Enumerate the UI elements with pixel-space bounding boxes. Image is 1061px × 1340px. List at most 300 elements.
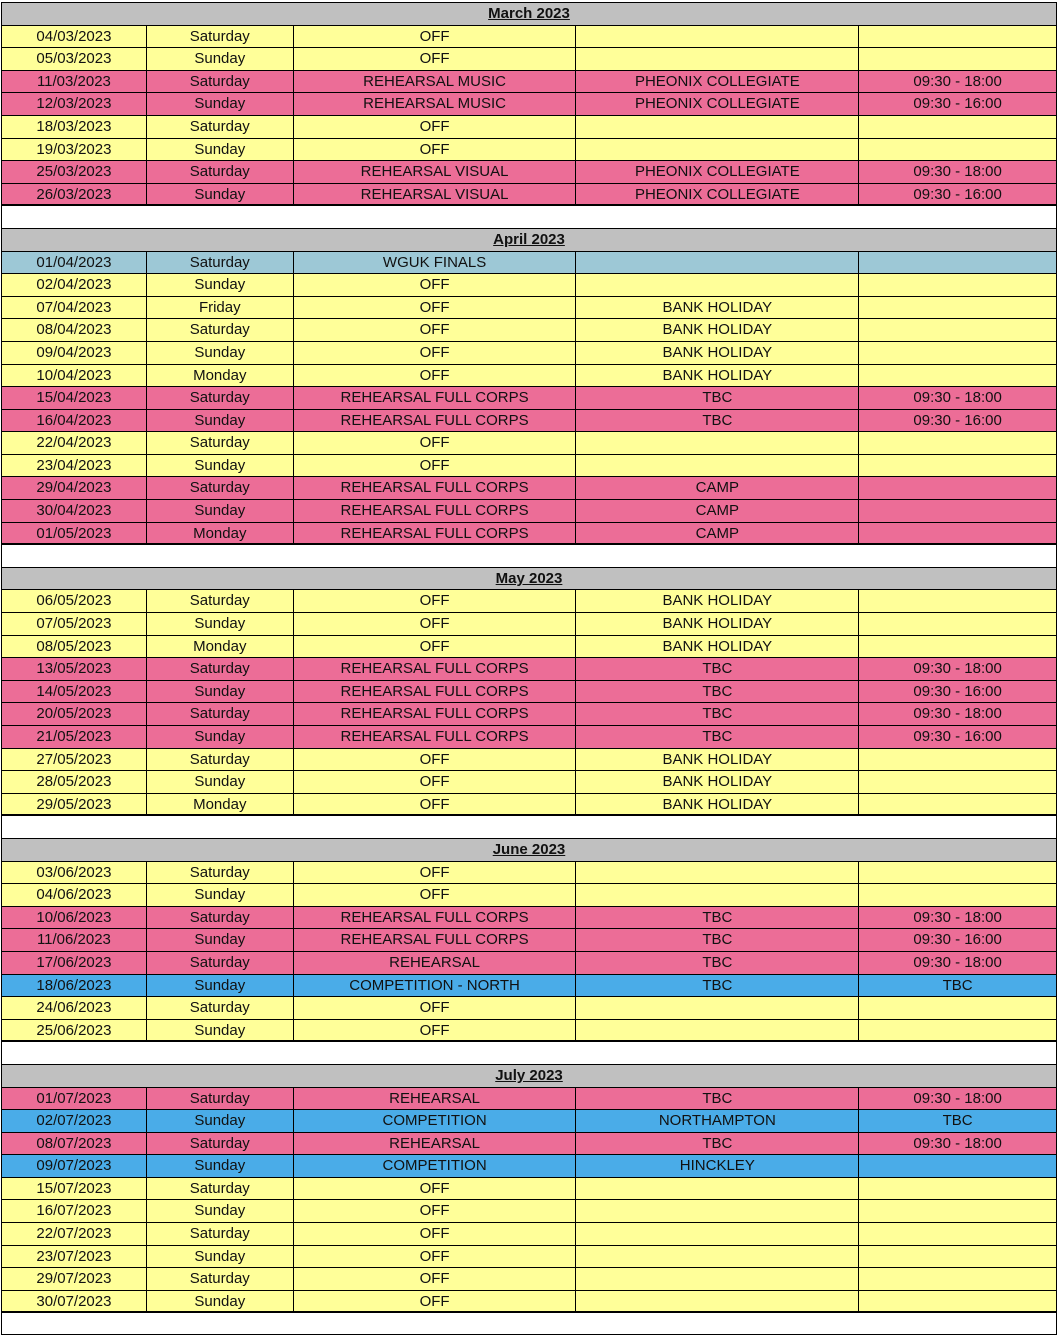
month-rows xyxy=(1,1087,1057,1313)
day-cell: Sunday xyxy=(147,1200,294,1222)
location-cell xyxy=(576,1268,859,1290)
schedule-row xyxy=(1,906,1057,929)
date-cell: 17/06/2023 xyxy=(2,952,147,974)
location-cell: TBC xyxy=(576,703,859,725)
location-cell xyxy=(576,1020,859,1041)
event-cell: REHEARSAL FULL CORPS xyxy=(294,477,577,499)
time-cell: 09:30 - 16:00 xyxy=(859,726,1057,748)
location-cell: BANK HOLIDAY xyxy=(576,365,859,387)
month-header xyxy=(1,2,1057,25)
day-cell: Saturday xyxy=(147,26,294,48)
event-cell: REHEARSAL FULL CORPS xyxy=(294,523,577,544)
month-section xyxy=(1,838,1057,1064)
location-cell: HINCKLEY xyxy=(576,1155,859,1177)
event-cell: REHEARSAL FULL CORPS xyxy=(294,387,577,409)
event-cell: OFF xyxy=(294,862,577,884)
month-section xyxy=(1,228,1057,567)
schedule-table xyxy=(1,2,1057,1335)
schedule-row xyxy=(1,1267,1057,1290)
time-cell xyxy=(859,1246,1057,1268)
schedule-row xyxy=(1,951,1057,974)
schedule-row xyxy=(1,92,1057,115)
event-cell: OFF xyxy=(294,26,577,48)
month-title: June 2023 xyxy=(492,840,566,858)
date-cell: 16/04/2023 xyxy=(2,410,147,432)
schedule-row xyxy=(1,1222,1057,1245)
month-rows xyxy=(1,251,1057,545)
date-cell: 23/04/2023 xyxy=(2,455,147,477)
date-cell: 18/03/2023 xyxy=(2,116,147,138)
schedule-row xyxy=(1,1019,1057,1042)
schedule-row xyxy=(1,273,1057,296)
day-cell: Sunday xyxy=(147,1110,294,1132)
location-cell: BANK HOLIDAY xyxy=(576,749,859,771)
month-rows xyxy=(1,589,1057,815)
day-cell: Sunday xyxy=(147,929,294,951)
time-cell xyxy=(859,749,1057,771)
time-cell: 09:30 - 18:00 xyxy=(859,703,1057,725)
schedule-row xyxy=(1,1109,1057,1132)
date-cell: 29/05/2023 xyxy=(2,794,147,815)
location-cell xyxy=(576,455,859,477)
location-cell: TBC xyxy=(576,387,859,409)
day-cell: Sunday xyxy=(147,884,294,906)
location-cell: BANK HOLIDAY xyxy=(576,342,859,364)
day-cell: Sunday xyxy=(147,93,294,115)
schedule-row xyxy=(1,386,1057,409)
location-cell: TBC xyxy=(576,952,859,974)
date-cell: 03/06/2023 xyxy=(2,862,147,884)
schedule-row xyxy=(1,70,1057,93)
location-cell xyxy=(576,1223,859,1245)
schedule-row xyxy=(1,138,1057,161)
event-cell: OFF xyxy=(294,636,577,658)
location-cell: BANK HOLIDAY xyxy=(576,590,859,612)
date-cell: 25/06/2023 xyxy=(2,1020,147,1041)
month-rows xyxy=(1,861,1057,1042)
day-cell: Saturday xyxy=(147,432,294,454)
day-cell: Sunday xyxy=(147,771,294,793)
schedule-row xyxy=(1,47,1057,70)
day-cell: Saturday xyxy=(147,907,294,929)
date-cell: 19/03/2023 xyxy=(2,139,147,161)
schedule-row xyxy=(1,25,1057,48)
time-cell xyxy=(859,116,1057,138)
section-spacer xyxy=(1,205,1057,228)
event-cell: REHEARSAL FULL CORPS xyxy=(294,410,577,432)
day-cell: Saturday xyxy=(147,862,294,884)
schedule-row xyxy=(1,883,1057,906)
schedule-row xyxy=(1,1177,1057,1200)
schedule-row xyxy=(1,974,1057,997)
location-cell: TBC xyxy=(576,929,859,951)
schedule-row xyxy=(1,454,1057,477)
time-cell xyxy=(859,1268,1057,1290)
time-cell xyxy=(859,139,1057,161)
date-cell: 08/04/2023 xyxy=(2,319,147,341)
event-cell: OFF xyxy=(294,794,577,815)
schedule-row xyxy=(1,499,1057,522)
time-cell: 09:30 - 18:00 xyxy=(859,161,1057,183)
location-cell: CAMP xyxy=(576,523,859,544)
time-cell xyxy=(859,590,1057,612)
event-cell: REHEARSAL xyxy=(294,952,577,974)
time-cell xyxy=(859,1178,1057,1200)
time-cell xyxy=(859,365,1057,387)
section-spacer xyxy=(1,1041,1057,1064)
schedule-row xyxy=(1,996,1057,1019)
time-cell xyxy=(859,477,1057,499)
event-cell: REHEARSAL FULL CORPS xyxy=(294,500,577,522)
event-cell: OFF xyxy=(294,432,577,454)
month-header xyxy=(1,567,1057,590)
time-cell: TBC xyxy=(859,1110,1057,1132)
day-cell: Saturday xyxy=(147,387,294,409)
time-cell xyxy=(859,319,1057,341)
event-cell: OFF xyxy=(294,139,577,161)
time-cell: 09:30 - 18:00 xyxy=(859,387,1057,409)
schedule-row xyxy=(1,748,1057,771)
date-cell: 04/03/2023 xyxy=(2,26,147,48)
schedule-row xyxy=(1,770,1057,793)
event-cell: OFF xyxy=(294,319,577,341)
day-cell: Saturday xyxy=(147,1223,294,1245)
schedule-row xyxy=(1,725,1057,748)
day-cell: Saturday xyxy=(147,1133,294,1155)
event-cell: REHEARSAL xyxy=(294,1088,577,1110)
date-cell: 02/04/2023 xyxy=(2,274,147,296)
day-cell: Saturday xyxy=(147,71,294,93)
date-cell: 29/04/2023 xyxy=(2,477,147,499)
event-cell: REHEARSAL MUSIC xyxy=(294,71,577,93)
schedule-row xyxy=(1,115,1057,138)
day-cell: Sunday xyxy=(147,613,294,635)
event-cell: OFF xyxy=(294,997,577,1019)
time-cell xyxy=(859,636,1057,658)
day-cell: Sunday xyxy=(147,726,294,748)
time-cell xyxy=(859,48,1057,70)
date-cell: 11/06/2023 xyxy=(2,929,147,951)
month-title: April 2023 xyxy=(493,230,565,248)
event-cell: OFF xyxy=(294,1246,577,1268)
location-cell: TBC xyxy=(576,1133,859,1155)
date-cell: 16/07/2023 xyxy=(2,1200,147,1222)
time-cell xyxy=(859,1291,1057,1312)
date-cell: 01/04/2023 xyxy=(2,252,147,274)
schedule-row xyxy=(1,364,1057,387)
month-section xyxy=(1,567,1057,838)
time-cell: 09:30 - 18:00 xyxy=(859,71,1057,93)
schedule-row xyxy=(1,1087,1057,1110)
time-cell: 09:30 - 16:00 xyxy=(859,410,1057,432)
location-cell xyxy=(576,48,859,70)
month-header xyxy=(1,1064,1057,1087)
day-cell: Sunday xyxy=(147,184,294,205)
location-cell: PHEONIX COLLEGIATE xyxy=(576,161,859,183)
day-cell: Saturday xyxy=(147,590,294,612)
time-cell xyxy=(859,862,1057,884)
day-cell: Saturday xyxy=(147,1178,294,1200)
date-cell: 11/03/2023 xyxy=(2,71,147,93)
date-cell: 05/03/2023 xyxy=(2,48,147,70)
month-rows xyxy=(1,25,1057,206)
time-cell xyxy=(859,1223,1057,1245)
time-cell xyxy=(859,297,1057,319)
event-cell: OFF xyxy=(294,48,577,70)
schedule-row xyxy=(1,476,1057,499)
day-cell: Saturday xyxy=(147,658,294,680)
event-cell: REHEARSAL FULL CORPS xyxy=(294,726,577,748)
date-cell: 23/07/2023 xyxy=(2,1246,147,1268)
date-cell: 22/07/2023 xyxy=(2,1223,147,1245)
time-cell xyxy=(859,613,1057,635)
date-cell: 15/04/2023 xyxy=(2,387,147,409)
event-cell: OFF xyxy=(294,274,577,296)
day-cell: Saturday xyxy=(147,952,294,974)
month-section xyxy=(1,1064,1057,1335)
schedule-row xyxy=(1,1245,1057,1268)
event-cell: OFF xyxy=(294,455,577,477)
day-cell: Sunday xyxy=(147,500,294,522)
day-cell: Monday xyxy=(147,636,294,658)
time-cell xyxy=(859,1200,1057,1222)
date-cell: 20/05/2023 xyxy=(2,703,147,725)
location-cell xyxy=(576,997,859,1019)
time-cell xyxy=(859,455,1057,477)
day-cell: Sunday xyxy=(147,1291,294,1312)
location-cell: BANK HOLIDAY xyxy=(576,794,859,815)
time-cell xyxy=(859,500,1057,522)
day-cell: Sunday xyxy=(147,274,294,296)
time-cell xyxy=(859,342,1057,364)
event-cell: OFF xyxy=(294,1200,577,1222)
time-cell: TBC xyxy=(859,975,1057,997)
day-cell: Sunday xyxy=(147,48,294,70)
time-cell xyxy=(859,794,1057,815)
date-cell: 10/04/2023 xyxy=(2,365,147,387)
month-title: May 2023 xyxy=(495,569,563,587)
date-cell: 30/07/2023 xyxy=(2,1291,147,1312)
date-cell: 01/07/2023 xyxy=(2,1088,147,1110)
location-cell: TBC xyxy=(576,726,859,748)
schedule-row xyxy=(1,183,1057,206)
time-cell xyxy=(859,26,1057,48)
day-cell: Saturday xyxy=(147,997,294,1019)
event-cell: OFF xyxy=(294,116,577,138)
section-spacer xyxy=(1,1312,1057,1335)
date-cell: 18/06/2023 xyxy=(2,975,147,997)
date-cell: 12/03/2023 xyxy=(2,93,147,115)
day-cell: Sunday xyxy=(147,455,294,477)
schedule-row xyxy=(1,409,1057,432)
day-cell: Monday xyxy=(147,365,294,387)
event-cell: OFF xyxy=(294,1291,577,1312)
date-cell: 29/07/2023 xyxy=(2,1268,147,1290)
schedule-row xyxy=(1,1290,1057,1313)
event-cell: REHEARSAL VISUAL xyxy=(294,161,577,183)
date-cell: 15/07/2023 xyxy=(2,1178,147,1200)
location-cell: BANK HOLIDAY xyxy=(576,771,859,793)
schedule-row xyxy=(1,612,1057,635)
day-cell: Sunday xyxy=(147,139,294,161)
location-cell: TBC xyxy=(576,975,859,997)
time-cell xyxy=(859,523,1057,544)
location-cell: CAMP xyxy=(576,500,859,522)
day-cell: Sunday xyxy=(147,975,294,997)
event-cell: OFF xyxy=(294,884,577,906)
day-cell: Saturday xyxy=(147,1088,294,1110)
day-cell: Sunday xyxy=(147,1155,294,1177)
location-cell xyxy=(576,884,859,906)
month-title: March 2023 xyxy=(488,5,570,22)
date-cell: 07/04/2023 xyxy=(2,297,147,319)
time-cell xyxy=(859,252,1057,274)
time-cell: 09:30 - 18:00 xyxy=(859,952,1057,974)
time-cell xyxy=(859,1155,1057,1177)
event-cell: REHEARSAL VISUAL xyxy=(294,184,577,205)
day-cell: Friday xyxy=(147,297,294,319)
event-cell: REHEARSAL FULL CORPS xyxy=(294,929,577,951)
day-cell: Sunday xyxy=(147,1020,294,1041)
event-cell: OFF xyxy=(294,342,577,364)
time-cell xyxy=(859,771,1057,793)
time-cell: 09:30 - 16:00 xyxy=(859,681,1057,703)
location-cell xyxy=(576,1200,859,1222)
time-cell xyxy=(859,884,1057,906)
section-spacer xyxy=(1,815,1057,838)
event-cell: OFF xyxy=(294,1020,577,1041)
location-cell xyxy=(576,252,859,274)
event-cell: COMPETITION xyxy=(294,1110,577,1132)
location-cell xyxy=(576,274,859,296)
day-cell: Saturday xyxy=(147,116,294,138)
time-cell xyxy=(859,1020,1057,1041)
location-cell: TBC xyxy=(576,907,859,929)
location-cell xyxy=(576,1178,859,1200)
event-cell: REHEARSAL xyxy=(294,1133,577,1155)
day-cell: Sunday xyxy=(147,410,294,432)
day-cell: Saturday xyxy=(147,319,294,341)
location-cell: TBC xyxy=(576,410,859,432)
event-cell: REHEARSAL FULL CORPS xyxy=(294,681,577,703)
event-cell: OFF xyxy=(294,297,577,319)
location-cell: PHEONIX COLLEGIATE xyxy=(576,71,859,93)
date-cell: 10/06/2023 xyxy=(2,907,147,929)
date-cell: 08/05/2023 xyxy=(2,636,147,658)
month-header xyxy=(1,838,1057,861)
schedule-row xyxy=(1,861,1057,884)
date-cell: 06/05/2023 xyxy=(2,590,147,612)
day-cell: Sunday xyxy=(147,681,294,703)
date-cell: 08/07/2023 xyxy=(2,1133,147,1155)
date-cell: 09/07/2023 xyxy=(2,1155,147,1177)
schedule-row xyxy=(1,522,1057,545)
event-cell: OFF xyxy=(294,1223,577,1245)
date-cell: 01/05/2023 xyxy=(2,523,147,544)
date-cell: 04/06/2023 xyxy=(2,884,147,906)
event-cell: OFF xyxy=(294,749,577,771)
schedule-row xyxy=(1,657,1057,680)
month-title: July 2023 xyxy=(495,1066,563,1084)
event-cell: REHEARSAL MUSIC xyxy=(294,93,577,115)
event-cell: OFF xyxy=(294,365,577,387)
schedule-row xyxy=(1,635,1057,658)
schedule-row xyxy=(1,1132,1057,1155)
date-cell: 09/04/2023 xyxy=(2,342,147,364)
schedule-row xyxy=(1,296,1057,319)
schedule-row xyxy=(1,793,1057,816)
day-cell: Saturday xyxy=(147,749,294,771)
date-cell: 24/06/2023 xyxy=(2,997,147,1019)
location-cell xyxy=(576,432,859,454)
location-cell xyxy=(576,1246,859,1268)
day-cell: Sunday xyxy=(147,342,294,364)
time-cell: 09:30 - 18:00 xyxy=(859,907,1057,929)
event-cell: OFF xyxy=(294,613,577,635)
time-cell xyxy=(859,274,1057,296)
time-cell: 09:30 - 18:00 xyxy=(859,1088,1057,1110)
date-cell: 28/05/2023 xyxy=(2,771,147,793)
schedule-row xyxy=(1,928,1057,951)
event-cell: OFF xyxy=(294,1178,577,1200)
location-cell xyxy=(576,862,859,884)
day-cell: Saturday xyxy=(147,703,294,725)
date-cell: 25/03/2023 xyxy=(2,161,147,183)
location-cell xyxy=(576,1291,859,1312)
event-cell: REHEARSAL FULL CORPS xyxy=(294,703,577,725)
day-cell: Saturday xyxy=(147,1268,294,1290)
location-cell: NORTHAMPTON xyxy=(576,1110,859,1132)
schedule-row xyxy=(1,318,1057,341)
time-cell xyxy=(859,997,1057,1019)
location-cell: TBC xyxy=(576,658,859,680)
location-cell: BANK HOLIDAY xyxy=(576,636,859,658)
date-cell: 26/03/2023 xyxy=(2,184,147,205)
time-cell: 09:30 - 18:00 xyxy=(859,658,1057,680)
day-cell: Monday xyxy=(147,523,294,544)
schedule-row xyxy=(1,1154,1057,1177)
month-section xyxy=(1,2,1057,228)
day-cell: Saturday xyxy=(147,477,294,499)
date-cell: 21/05/2023 xyxy=(2,726,147,748)
location-cell: BANK HOLIDAY xyxy=(576,319,859,341)
event-cell: OFF xyxy=(294,1268,577,1290)
location-cell: CAMP xyxy=(576,477,859,499)
schedule-row xyxy=(1,251,1057,274)
schedule-row xyxy=(1,341,1057,364)
event-cell: COMPETITION xyxy=(294,1155,577,1177)
date-cell: 14/05/2023 xyxy=(2,681,147,703)
location-cell: TBC xyxy=(576,1088,859,1110)
schedule-row xyxy=(1,702,1057,725)
location-cell: BANK HOLIDAY xyxy=(576,613,859,635)
schedule-row xyxy=(1,589,1057,612)
date-cell: 13/05/2023 xyxy=(2,658,147,680)
date-cell: 07/05/2023 xyxy=(2,613,147,635)
month-header xyxy=(1,228,1057,251)
day-cell: Monday xyxy=(147,794,294,815)
location-cell xyxy=(576,116,859,138)
schedule-row xyxy=(1,431,1057,454)
location-cell xyxy=(576,26,859,48)
location-cell: PHEONIX COLLEGIATE xyxy=(576,184,859,205)
schedule-row xyxy=(1,1199,1057,1222)
time-cell: 09:30 - 16:00 xyxy=(859,929,1057,951)
schedule-row xyxy=(1,680,1057,703)
event-cell: WGUK FINALS xyxy=(294,252,577,274)
schedule-row xyxy=(1,160,1057,183)
event-cell: OFF xyxy=(294,771,577,793)
